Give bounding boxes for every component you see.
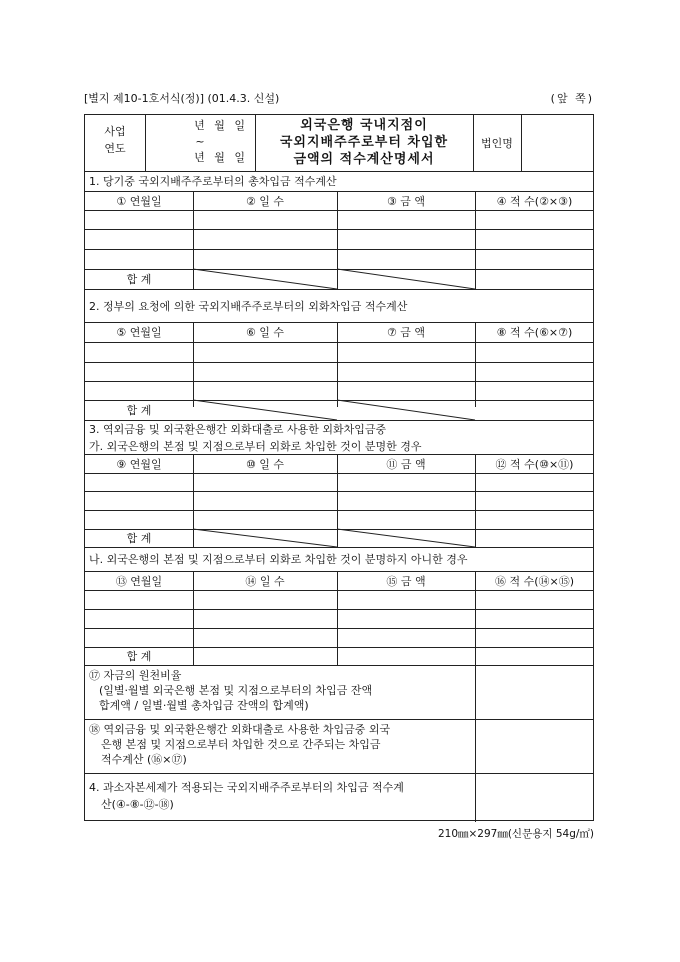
deemed-borrowing-block xyxy=(89,722,473,767)
s3b-col-amount: ⑮ 금 액 xyxy=(386,574,426,588)
form-title-line-1: 외국은행 국내지점이 xyxy=(300,117,428,133)
s2-col-days: ⑥ 일 수 xyxy=(245,326,285,339)
period-end-date[interactable]: 년 월 일 xyxy=(194,151,245,164)
s1-total-diagonal xyxy=(193,269,475,289)
s2-col-date: ⑤ 연월일 xyxy=(116,326,162,339)
s2-total-label: 합 계 xyxy=(126,404,152,417)
s3a-total-label: 합 계 xyxy=(126,532,152,545)
deemed-line-1: ⑱ 역외금융 및 외국환은행간 외화대출로 사용한 차입금중 외국 xyxy=(89,723,391,736)
corporation-name-label: 법인명 xyxy=(481,137,513,150)
section-3b-title: 나. 외국은행의 본점 및 지점으로부터 외화로 차입한 것이 분명하지 아니한 경우 xyxy=(89,553,468,566)
deemed-line-3: 적수계산 (⑯×⑰) xyxy=(101,753,187,766)
source-ratio-line-3: 합계액 / 일별·월별 총차입금 잔액의 합계액) xyxy=(99,699,309,712)
s1-col-date: ① 연월일 xyxy=(116,194,162,208)
section-2-title: 2. 정부의 요청에 의한 국외지배주주로부터의 외화차입금 적수계산 xyxy=(89,299,408,313)
section-4-line-2: 산(④-⑧-⑫-⑱) xyxy=(101,798,174,811)
s2-total-diagonal xyxy=(193,400,475,420)
s3a-col-days: ⑩ 일 수 xyxy=(245,457,285,471)
period-tilde: ~ xyxy=(195,134,205,148)
form-title-line-3: 금액의 적수계산명세서 xyxy=(293,151,435,167)
source-ratio-value[interactable] xyxy=(476,666,594,719)
form-title-line-2: 국외지배주주로부터 차입한 xyxy=(279,134,449,150)
section-3a-title: 가. 외국은행의 본점 및 지점으로부터 외화로 차입한 것이 분명한 경우 xyxy=(89,440,422,453)
s3a-col-date: ⑨ 연월일 xyxy=(116,457,162,471)
s1-col-product: ④ 적 수(②×③) xyxy=(496,194,573,208)
form-number: [별지 제10-1호서식(정)] (01.4.3. 신설) xyxy=(84,92,280,105)
section-4-line-1: 4. 과소자본세제가 적용되는 국외지배주주로부터의 차입금 적수계 xyxy=(89,781,404,794)
section-1-title: 1. 당기중 국외지배주주로부터의 총차입금 적수계산 xyxy=(89,175,337,188)
source-ratio-line-1: ⑰ 자금의 원천비율 xyxy=(89,669,182,682)
paper-spec: 210㎜×297㎜(신문용지 54g/㎡) xyxy=(437,828,594,840)
fiscal-year-label-1: 사업 xyxy=(104,125,126,138)
statement-form xyxy=(84,114,594,821)
s3a-col-amount: ⑪ 금 액 xyxy=(386,457,426,471)
form-header xyxy=(84,92,594,106)
s3b-col-days: ⑭ 일 수 xyxy=(245,574,285,588)
s3b-total-label: 합 계 xyxy=(126,650,152,663)
deemed-line-2: 은행 본점 및 지점으로부터 차입한 것으로 간주되는 차입금 xyxy=(101,738,381,751)
corporation-name-field[interactable] xyxy=(522,115,594,171)
s1-total-label: 합 계 xyxy=(126,273,152,286)
s3b-col-date: ⑬ 연월일 xyxy=(115,574,163,588)
s2-col-product: ⑧ 적 수(⑥×⑦) xyxy=(496,326,573,339)
deemed-borrowing-value[interactable] xyxy=(476,720,594,773)
section-4-value[interactable] xyxy=(476,774,594,821)
s3a-col-product: ⑫ 적 수(⑩×⑪) xyxy=(495,457,574,471)
page-side-label: (앞 쪽) xyxy=(550,92,594,105)
s3b-col-product: ⑯ 적 수(⑭×⑮) xyxy=(494,574,575,588)
section-3-title: 3. 역외금융 및 외국환은행간 외화대출로 사용한 외화차입금중 xyxy=(89,423,387,436)
period-start-date[interactable]: 년 월 일 xyxy=(194,119,245,132)
s1-col-days: ② 일 수 xyxy=(245,194,285,208)
section-4-block xyxy=(89,779,473,813)
s2-col-amount: ⑦ 금 액 xyxy=(386,326,426,339)
source-ratio-line-2: (일별·월별 외국은행 본점 및 지점으로부터의 차입금 잔액 xyxy=(99,684,373,697)
fiscal-year-label-2: 연도 xyxy=(104,142,126,155)
s3a-total-diagonal xyxy=(193,529,475,547)
s1-col-amount: ③ 금 액 xyxy=(386,194,426,208)
source-ratio-block xyxy=(89,668,473,713)
